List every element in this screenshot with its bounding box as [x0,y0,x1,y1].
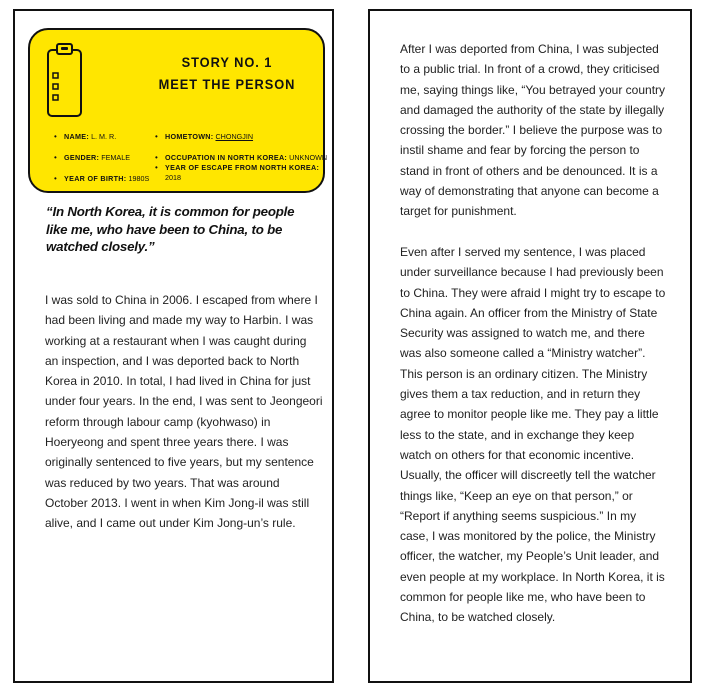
fact-birth [54,174,150,183]
card-title [156,52,299,96]
profile-card [28,28,328,193]
fact-hometown-value: CHONGJIN [215,132,254,141]
clipboard-checklist-icon [46,42,86,120]
fact-gender [54,153,131,162]
card-title-line1: STORY NO. 1 [181,55,273,70]
fact-name-label: NAME: [64,132,90,141]
pull-quote: “In North Korea, it is common for people like me, who have been to China, to be watched closely.” [46,204,295,254]
bullet: • [155,153,158,162]
left-page [13,9,334,683]
fact-birth-value: 1980S [128,174,150,183]
right-body-text [400,39,668,628]
bullet: • [54,174,57,183]
fact-name [54,132,117,141]
fact-birth-label: YEAR OF BIRTH: [64,174,127,183]
fact-escape [155,163,320,172]
bullet: • [54,132,57,141]
fact-gender-label: GENDER: [64,153,100,162]
left-paragraph: I was sold to China in 2006. I escaped from where I had been living and made my way to Harbin. I was working at a restaurant when I was caught during an inspection, and I was deported back to North Korea in 2010. In total, I had lived in China for just under four years. In the end, I was sent to Jeongeori reform through labour camp (kyohwaso) in Hoeryeong and spent three years there. I was originally sentenced to five years, but my sentence was reduced by two years. That was around October 2013. I went in when Kim Jong-il was still alive, and I came out under Kim Jong-un’s rule. [45,293,323,531]
right-paragraph-2: Even after I served my sentence, I was placed under surveillance because I had previously been to China. They were afraid I might try to escape to China again. An officer from the Ministry of State Security was assigned to watch me, and there was also someone called a “Ministry watcher”. This person is an ordinary citizen. The Ministry gives them a tax reduction, and in return they agree to monitor people like me. They pay a little less to the state, and in exchange they keep watch on others for that economic incentive. Usually, the officer will discreetly tell the watcher things like, “Keep an eye on that person,” or “Report if anything seems suspicious.” In my case, I was monitored by the police, the Ministry officer, the watcher, my People’s Unit leader, and even people at my workplace. In North Korea, it is common for people like me, who have been to China, to be watched closely. [400,244,666,625]
fact-occupation-label: OCCUPATION IN NORTH KOREA: [165,153,288,162]
fact-hometown-label: HOMETOWN: [165,132,214,141]
right-paragraph-1: After I was deported from China, I was subjected to a public trial. In front of a crowd, they criticised me, saying things like, “You betrayed your country and damaged the authority of the state by illegally crossing the border.” I believe the purpose was to instil shame and fear by forcing the person to stand in front of others and be denounced. It is a way of demonstrating that anyone can become a target for punishment. [400,42,666,219]
fact-name-value: L. M. R. [91,132,117,141]
fact-occupation-value: UNKNOWN [289,153,328,162]
bullet: • [155,163,158,172]
left-body-text [45,290,323,534]
fact-hometown [155,132,254,141]
fact-gender-value: FEMALE [101,153,131,162]
bullet: • [155,132,158,141]
bullet: • [54,153,57,162]
fact-occupation [155,153,328,162]
fact-escape-value-row [165,173,181,182]
card-title-line2: MEET THE PERSON [158,77,296,92]
right-page [368,9,692,683]
fact-escape-label: YEAR OF ESCAPE FROM NORTH KOREA: [165,163,320,172]
fact-escape-value: 2018 [165,173,181,182]
